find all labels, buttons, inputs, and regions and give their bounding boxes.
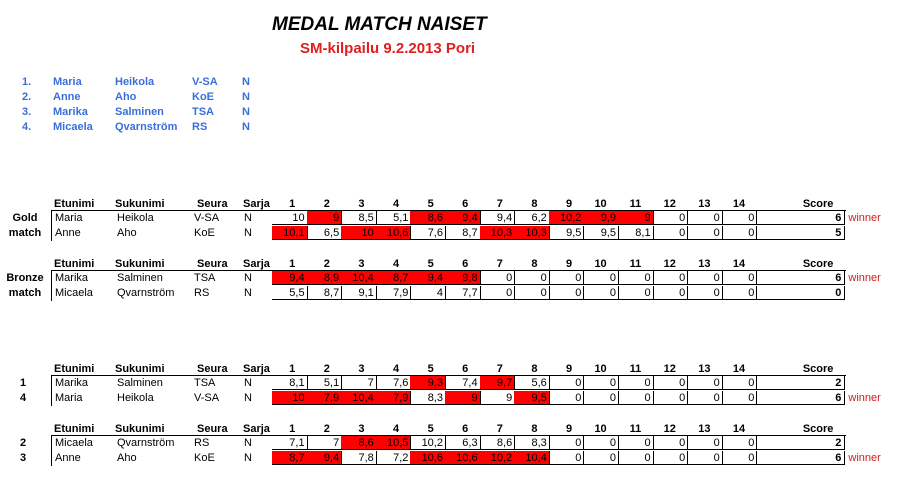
header-club: Seura [197, 423, 228, 435]
shot-cell: 0 [653, 211, 689, 225]
row-last: Heikola [117, 212, 154, 224]
header-shot-6: 6 [462, 363, 469, 375]
header-first-name: Etunimi [54, 258, 95, 270]
header-shot-3: 3 [358, 363, 365, 375]
shot-cell: 0 [687, 376, 723, 390]
match-label-line: Gold [12, 212, 38, 224]
shot-cell: 0 [722, 376, 758, 390]
shot-cell: 4 [410, 286, 446, 300]
shot-cell: 5,6 [514, 376, 550, 390]
shot-cell: 10,2 [410, 436, 446, 450]
header-shot-10: 10 [594, 258, 607, 270]
shot-cell: 9,4 [272, 271, 308, 285]
shot-cell: 7,6 [376, 376, 412, 390]
header-club: Seura [197, 363, 228, 375]
header-shot-10: 10 [594, 198, 607, 210]
shot-cell: 8,7 [307, 286, 343, 300]
header-first-name: Etunimi [54, 423, 95, 435]
shot-cell: 9 [480, 391, 516, 405]
shot-cell: 7,9 [376, 391, 412, 405]
row-first: Marika [55, 272, 89, 284]
shot-cell: 0 [480, 271, 516, 285]
row-class: N [244, 227, 252, 239]
shot-cell: 6,5 [307, 226, 343, 240]
shot-cell: 5,5 [272, 286, 308, 300]
shot-cell: 8,3 [514, 436, 550, 450]
shot-cell: 0 [549, 451, 585, 465]
shot-cell: 0 [618, 451, 654, 465]
header-shot-2: 2 [323, 258, 330, 270]
row-last: Aho [117, 227, 137, 239]
match-label-line: match [8, 227, 42, 239]
shot-cell: 7,1 [272, 436, 308, 450]
header-score: Score [802, 363, 834, 375]
row-class: N [244, 377, 252, 389]
header-shot-12: 12 [663, 198, 676, 210]
shot-cell: 8,7 [272, 451, 308, 465]
header-first-name: Etunimi [54, 363, 95, 375]
shot-cell: 0 [722, 391, 758, 405]
shot-cell: 9,3 [410, 376, 446, 390]
header-shot-7: 7 [496, 258, 503, 270]
shot-cell: 10,6 [410, 451, 446, 465]
shot-cell: 8,1 [618, 226, 654, 240]
shot-cell: 8,1 [272, 376, 308, 390]
entrant-first: Anne [53, 91, 81, 103]
row-class: N [244, 452, 252, 464]
header-last-name: Sukunimi [115, 258, 165, 270]
seed-number: 3 [20, 452, 27, 464]
page-title: MEDAL MATCH NAISET [272, 14, 487, 35]
row-last: Aho [117, 452, 137, 464]
header-shot-8: 8 [531, 198, 538, 210]
header-shot-12: 12 [663, 423, 676, 435]
table-row [0, 451, 918, 466]
shot-cell: 0 [722, 211, 758, 225]
row-club: RS [194, 287, 210, 299]
table-row [0, 376, 918, 391]
header-score: Score [802, 258, 834, 270]
row-class: N [244, 392, 252, 404]
header-shot-8: 8 [531, 258, 538, 270]
seed-number: 1 [20, 377, 27, 389]
header-shot-7: 7 [496, 198, 503, 210]
shot-cell: 9 [307, 211, 343, 225]
shot-cell: 0 [722, 436, 758, 450]
row-last: Qvarnström [117, 287, 175, 299]
header-shot-13: 13 [698, 198, 711, 210]
header-shot-7: 7 [496, 423, 503, 435]
shot-cell: 0 [687, 451, 723, 465]
row-club: KoE [194, 227, 215, 239]
entrant-class: N [242, 91, 250, 103]
shot-cell: 0 [618, 271, 654, 285]
header-shot-8: 8 [531, 363, 538, 375]
shot-cell: 7 [307, 436, 343, 450]
header-score: Score [802, 423, 834, 435]
winner-label: winner [848, 212, 881, 224]
match-label-line: Bronze [6, 272, 44, 284]
shot-cell: 8,7 [445, 226, 481, 240]
header-last-name: Sukunimi [115, 198, 165, 210]
shot-cell: 10,2 [549, 211, 585, 225]
header-shot-4: 4 [392, 363, 400, 375]
row-first: Marika [55, 377, 89, 389]
shot-cell: 8,3 [410, 391, 446, 405]
shot-cell: 10,3 [514, 226, 550, 240]
shot-cell: 0 [480, 286, 516, 300]
header-shot-6: 6 [462, 258, 469, 270]
shot-cell: 0 [722, 286, 758, 300]
entrant-class: N [242, 76, 250, 88]
entrant-last: Aho [115, 91, 137, 103]
shot-cell: 0 [618, 391, 654, 405]
shot-cell: 0 [722, 271, 758, 285]
row-class: N [244, 272, 252, 284]
shot-cell: 0 [653, 226, 689, 240]
shot-cell: 7,4 [445, 376, 481, 390]
row-first: Micaela [55, 437, 93, 449]
shot-cell: 0 [687, 211, 723, 225]
shot-cell: 0 [583, 271, 619, 285]
header-club: Seura [197, 258, 228, 270]
shot-cell: 0 [687, 271, 723, 285]
shot-cell: 10,2 [480, 451, 516, 465]
header-shot-13: 13 [698, 423, 711, 435]
header-shot-1: 1 [289, 363, 296, 375]
shot-cell: 0 [549, 286, 585, 300]
header-shot-9: 9 [565, 258, 573, 270]
header-class: Sarja [243, 423, 270, 435]
header-shot-4: 4 [392, 258, 400, 270]
shot-cell: 0 [549, 391, 585, 405]
shot-cell: 8,6 [410, 211, 446, 225]
row-first: Anne [55, 452, 81, 464]
shot-cell: 0 [687, 391, 723, 405]
shot-cell: 9,5 [583, 226, 619, 240]
entrant-first: Maria [53, 76, 82, 88]
table-row [0, 436, 918, 451]
seed-number: 4 [20, 392, 27, 404]
shot-cell: 8,6 [341, 436, 377, 450]
shot-cell: 0 [653, 286, 689, 300]
shot-cell: 0 [583, 391, 619, 405]
header-shot-11: 11 [629, 363, 642, 375]
shot-cell: 9,4 [307, 451, 343, 465]
shot-cell: 9,4 [410, 271, 446, 285]
match-label-line: match [8, 287, 42, 299]
table-row [0, 211, 918, 226]
winner-label: winner [848, 452, 881, 464]
entrant-last: Heikola [115, 76, 155, 88]
shot-cell: 10,4 [341, 391, 377, 405]
shot-cell: 8,6 [480, 436, 516, 450]
winner-label: winner [848, 272, 881, 284]
header-shot-5: 5 [427, 423, 434, 435]
header-shot-10: 10 [594, 423, 607, 435]
shot-cell: 7,9 [307, 391, 343, 405]
row-last: Salminen [117, 377, 163, 389]
header-shot-3: 3 [358, 423, 365, 435]
entrant-class: N [242, 106, 250, 118]
entrant-club: TSA [192, 106, 214, 118]
entrant-last: Salminen [115, 106, 164, 118]
shot-cell: 0 [549, 376, 585, 390]
shot-cell: 10,4 [341, 271, 377, 285]
shot-cell: 8,5 [341, 211, 377, 225]
shot-cell: 0 [514, 286, 550, 300]
header-shot-12: 12 [663, 258, 676, 270]
shot-cell: 0 [583, 436, 619, 450]
shot-cell: 9,4 [445, 211, 481, 225]
header-shot-14: 14 [732, 363, 746, 375]
winner-label: winner [848, 392, 881, 404]
header-shot-11: 11 [629, 198, 642, 210]
shot-cell: 0 [618, 376, 654, 390]
header-shot-12: 12 [663, 363, 676, 375]
entrant-club: V-SA [192, 76, 218, 88]
shot-cell: 10,4 [514, 451, 550, 465]
header-class: Sarja [243, 258, 270, 270]
header-shot-9: 9 [565, 423, 573, 435]
shot-cell: 0 [583, 376, 619, 390]
shot-cell: 7,8 [341, 451, 377, 465]
score-cell: 6 [757, 451, 845, 465]
score-cell: 6 [757, 211, 845, 225]
shot-cell: 0 [653, 376, 689, 390]
shot-cell: 0 [514, 271, 550, 285]
shot-cell: 10,5 [376, 436, 412, 450]
header-shot-14: 14 [732, 258, 746, 270]
shot-cell: 0 [618, 436, 654, 450]
entrant-last: Qvarnström [115, 121, 178, 133]
page-subtitle: SM-kilpailu 9.2.2013 Pori [300, 40, 476, 57]
header-shot-13: 13 [698, 363, 711, 375]
score-cell: 2 [757, 436, 845, 450]
shot-cell: 9,8 [445, 271, 481, 285]
header-shot-3: 3 [358, 198, 365, 210]
header-shot-6: 6 [462, 198, 469, 210]
shot-cell: 10,6 [445, 451, 481, 465]
row-class: N [244, 212, 252, 224]
score-cell: 0 [757, 286, 845, 300]
entrant-rank: 3. [22, 106, 32, 118]
header-first-name: Etunimi [54, 198, 95, 210]
header-shot-4: 4 [392, 423, 400, 435]
header-score: Score [802, 198, 834, 210]
header-class: Sarja [243, 363, 270, 375]
header-shot-9: 9 [565, 198, 573, 210]
shot-cell: 0 [549, 436, 585, 450]
shot-cell: 0 [583, 451, 619, 465]
header-last-name: Sukunimi [115, 363, 165, 375]
shot-cell: 0 [687, 436, 723, 450]
shot-cell: 9,5 [549, 226, 585, 240]
row-last: Qvarnström [117, 437, 175, 449]
shot-cell: 0 [722, 226, 758, 240]
header-shot-9: 9 [565, 363, 573, 375]
row-first: Micaela [55, 287, 93, 299]
header-shot-5: 5 [427, 258, 434, 270]
header-shot-1: 1 [289, 198, 296, 210]
header-shot-14: 14 [732, 198, 746, 210]
shot-cell: 9,5 [514, 391, 550, 405]
shot-cell: 9,9 [583, 211, 619, 225]
score-cell: 5 [757, 226, 845, 240]
row-club: KoE [194, 452, 215, 464]
shot-cell: 7,6 [410, 226, 446, 240]
table-row [0, 286, 918, 301]
entrant-first: Marika [53, 106, 88, 118]
shot-cell: 9,7 [480, 376, 516, 390]
shot-cell: 10,6 [376, 226, 412, 240]
shot-cell: 0 [687, 226, 723, 240]
shot-cell: 0 [653, 391, 689, 405]
row-club: V-SA [194, 212, 220, 224]
header-shot-6: 6 [462, 423, 469, 435]
shot-cell: 0 [618, 286, 654, 300]
shot-cell: 5,1 [307, 376, 343, 390]
entrant-rank: 1. [22, 76, 32, 88]
score-cell: 6 [757, 391, 845, 405]
row-last: Salminen [117, 272, 163, 284]
table-row [0, 391, 918, 406]
header-shot-13: 13 [698, 258, 711, 270]
entrant-class: N [242, 121, 250, 133]
entrant-first: Micaela [53, 121, 93, 133]
shot-cell: 7 [341, 376, 377, 390]
shot-cell: 7,7 [445, 286, 481, 300]
header-shot-4: 4 [392, 198, 400, 210]
header-shot-1: 1 [289, 258, 296, 270]
header-shot-3: 3 [358, 258, 365, 270]
table-row [0, 271, 918, 286]
shot-cell: 9,4 [480, 211, 516, 225]
shot-cell: 0 [583, 286, 619, 300]
row-first: Anne [55, 227, 81, 239]
seed-number: 2 [20, 437, 27, 449]
shot-cell: 10 [341, 226, 377, 240]
shot-cell: 0 [687, 286, 723, 300]
shot-cell: 10 [272, 211, 308, 225]
shot-cell: 10,3 [480, 226, 516, 240]
row-club: V-SA [194, 392, 220, 404]
header-shot-7: 7 [496, 363, 503, 375]
shot-cell: 6,3 [445, 436, 481, 450]
shot-cell: 0 [653, 451, 689, 465]
header-last-name: Sukunimi [115, 423, 165, 435]
header-class: Sarja [243, 198, 270, 210]
header-shot-2: 2 [323, 198, 330, 210]
header-shot-2: 2 [323, 423, 330, 435]
shot-cell: 9 [618, 211, 654, 225]
row-last: Heikola [117, 392, 154, 404]
header-shot-5: 5 [427, 363, 434, 375]
header-shot-11: 11 [629, 423, 642, 435]
shot-cell: 6,2 [514, 211, 550, 225]
shot-cell: 9,1 [341, 286, 377, 300]
shot-cell: 9 [445, 391, 481, 405]
score-cell: 2 [757, 376, 845, 390]
shot-cell: 10,1 [272, 226, 308, 240]
shot-cell: 7,9 [376, 286, 412, 300]
row-first: Maria [55, 392, 83, 404]
header-shot-1: 1 [289, 423, 296, 435]
entrant-rank: 4. [22, 121, 32, 133]
entrant-club: RS [192, 121, 208, 133]
shot-cell: 8,7 [376, 271, 412, 285]
entrant-rank: 2. [22, 91, 32, 103]
shot-cell: 0 [549, 271, 585, 285]
shot-cell: 8,9 [307, 271, 343, 285]
shot-cell: 7,2 [376, 451, 412, 465]
header-club: Seura [197, 198, 228, 210]
header-shot-8: 8 [531, 423, 538, 435]
row-club: TSA [194, 377, 216, 389]
shot-cell: 0 [653, 436, 689, 450]
header-shot-5: 5 [427, 198, 434, 210]
table-row [0, 226, 918, 241]
shot-cell: 0 [653, 271, 689, 285]
row-club: RS [194, 437, 210, 449]
shot-cell: 0 [722, 451, 758, 465]
row-club: TSA [194, 272, 216, 284]
score-cell: 6 [757, 271, 845, 285]
header-shot-10: 10 [594, 363, 607, 375]
shot-cell: 10 [272, 391, 308, 405]
header-shot-2: 2 [323, 363, 330, 375]
header-shot-14: 14 [732, 423, 746, 435]
entrant-club: KoE [192, 91, 214, 103]
header-shot-11: 11 [629, 258, 642, 270]
shot-cell: 5,1 [376, 211, 412, 225]
row-first: Maria [55, 212, 83, 224]
row-class: N [244, 287, 252, 299]
row-class: N [244, 437, 252, 449]
